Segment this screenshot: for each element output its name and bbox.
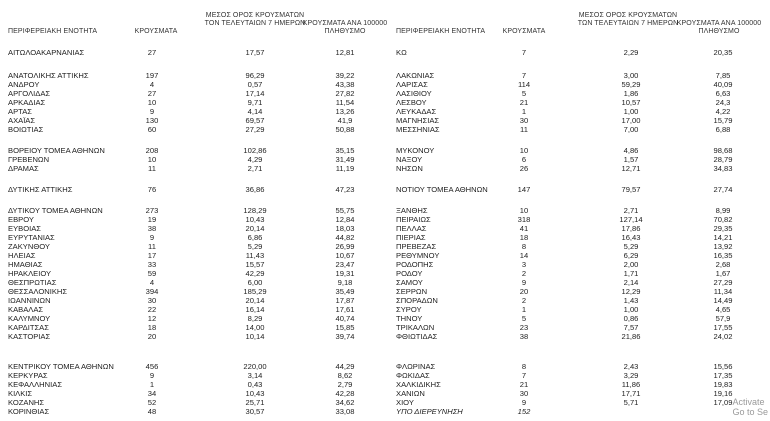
region-name: ΗΛΕΙΑΣ bbox=[8, 251, 36, 260]
per100k-value: 6,63 bbox=[715, 89, 731, 98]
region-name: ΦΘΙΩΤΙΔΑΣ bbox=[396, 332, 438, 341]
header-avg7-right: ΜΕΣΟΣ ΟΡΟΣ ΚΡΟΥΣΜΑΤΩΝ ΤΩΝ ΤΕΛΕΥΤΑΙΩΝ 7 ΗΜΕΡΩΝ bbox=[577, 12, 679, 27]
region-name: ΗΜΑΘΙΑΣ bbox=[8, 260, 43, 269]
cases-value: 197 bbox=[145, 71, 159, 80]
avg7-value: 1,57 bbox=[623, 155, 639, 164]
region-name: ΕΥΒΟΙΑΣ bbox=[8, 224, 41, 233]
region-name: ΔΥΤΙΚΟΥ ΤΟΜΕΑ ΑΘΗΝΩΝ bbox=[8, 206, 103, 215]
avg7-value: 3,14 bbox=[247, 371, 263, 380]
avg7-value: 6,00 bbox=[247, 278, 263, 287]
cases-value: 38 bbox=[519, 332, 529, 341]
per100k-value: 40,74 bbox=[335, 314, 355, 323]
cases-value: 7 bbox=[521, 371, 527, 380]
per100k-value: 13,92 bbox=[713, 242, 733, 251]
avg7-value: 14,00 bbox=[245, 323, 265, 332]
avg7-value: 2,29 bbox=[623, 48, 639, 57]
cases-value: 11 bbox=[148, 242, 156, 251]
cases-value: 4 bbox=[149, 80, 155, 89]
region-name: ΑΡΓΟΛΙΔΑΣ bbox=[8, 89, 51, 98]
region-name: ΜΑΓΝΗΣΙΑΣ bbox=[396, 116, 440, 125]
cases-value: 10 bbox=[519, 206, 529, 215]
avg7-value: 3,29 bbox=[623, 371, 639, 380]
cases-value: 38 bbox=[147, 224, 157, 233]
per100k-value: 11,34 bbox=[713, 287, 733, 296]
region-name: ΣΥΡΟΥ bbox=[396, 305, 422, 314]
per100k-value: 10,67 bbox=[335, 251, 355, 260]
region-name: ΡΟΔΟΠΗΣ bbox=[396, 260, 434, 269]
cases-value: 22 bbox=[147, 305, 157, 314]
per100k-value: 13,26 bbox=[335, 107, 355, 116]
avg7-value: 42,29 bbox=[245, 269, 265, 278]
region-name: ΣΠΟΡΑΔΩΝ bbox=[396, 296, 438, 305]
region-name: ΗΡΑΚΛΕΙΟΥ bbox=[8, 269, 52, 278]
avg7-value: 2,14 bbox=[623, 278, 639, 287]
header-per100k-right: ΚΡΟΥΣΜΑΤΑ ΑΝΑ 100000 ΠΛΗΘΥΣΜΟ bbox=[676, 20, 762, 35]
region-name: ΜΥΚΟΝΟΥ bbox=[396, 146, 435, 155]
cases-value: 9 bbox=[149, 371, 155, 380]
cases-value: 1 bbox=[521, 305, 527, 314]
region-name: ΚΑΒΑΛΑΣ bbox=[8, 305, 44, 314]
per100k-value: 17,55 bbox=[713, 323, 733, 332]
avg7-value: 4,14 bbox=[247, 107, 263, 116]
cases-value: 4 bbox=[149, 278, 155, 287]
avg7-value: 1,43 bbox=[623, 296, 639, 305]
cases-value: 318 bbox=[517, 215, 531, 224]
cases-value: 208 bbox=[145, 146, 159, 155]
per100k-value: 8,99 bbox=[715, 206, 731, 215]
avg7-value: 79,57 bbox=[621, 185, 641, 194]
region-name: ΠΡΕΒΕΖΑΣ bbox=[396, 242, 437, 251]
per100k-value: 12,81 bbox=[335, 48, 355, 57]
region-name: ΚΕΡΚΥΡΑΣ bbox=[8, 371, 48, 380]
per100k-value: 19,83 bbox=[713, 380, 733, 389]
avg7-value: 12,71 bbox=[621, 164, 641, 173]
cases-value: 11 bbox=[520, 125, 528, 134]
region-name: ΝΟΤΙΟΥ ΤΟΜΕΑ ΑΘΗΝΩΝ bbox=[396, 185, 488, 194]
avg7-value: 25,71 bbox=[245, 398, 265, 407]
region-name: ΔΡΑΜΑΣ bbox=[8, 164, 39, 173]
region-name: ΚΟΡΙΝΘΙΑΣ bbox=[8, 407, 50, 416]
region-name: ΣΕΡΡΩΝ bbox=[396, 287, 428, 296]
cases-value: 20 bbox=[519, 287, 529, 296]
per100k-value: 6,88 bbox=[715, 125, 731, 134]
per100k-value: 16,35 bbox=[713, 251, 733, 260]
cases-value: 12 bbox=[147, 314, 157, 323]
cases-value: 9 bbox=[521, 398, 527, 407]
region-name: ΑΡΚΑΔΙΑΣ bbox=[8, 98, 46, 107]
cases-value: 27 bbox=[147, 89, 157, 98]
region-name: ΚΑΛΥΜΝΟΥ bbox=[8, 314, 51, 323]
region-name: ΛΕΣΒΟΥ bbox=[396, 98, 427, 107]
region-name: ΚΩ bbox=[396, 48, 407, 57]
region-name: ΛΑΣΙΘΙΟΥ bbox=[396, 89, 432, 98]
region-name: ΘΕΣΠΡΩΤΙΑΣ bbox=[8, 278, 57, 287]
avg7-value: 10,43 bbox=[245, 215, 265, 224]
avg7-value: 96,29 bbox=[245, 71, 265, 80]
region-name: ΑΙΤΩΛΟΑΚΑΡΝΑΝΙΑΣ bbox=[8, 48, 85, 57]
cases-value: 21 bbox=[519, 380, 529, 389]
region-name: ΦΩΚΙΔΑΣ bbox=[396, 371, 430, 380]
cases-value: 6 bbox=[521, 155, 527, 164]
region-name: ΛΑΚΩΝΙΑΣ bbox=[396, 71, 435, 80]
cases-value: 14 bbox=[519, 251, 529, 260]
region-name: ΛΑΡΙΣΑΣ bbox=[396, 80, 428, 89]
header-cases-right: ΚΡΟΥΣΜΑΤΑ bbox=[502, 28, 546, 35]
activation-watermark bbox=[732, 397, 768, 417]
per100k-value: 28,79 bbox=[713, 155, 733, 164]
avg7-value: 20,14 bbox=[245, 296, 265, 305]
cases-value: 34 bbox=[147, 389, 157, 398]
region-name: ΑΝΔΡΟΥ bbox=[8, 80, 40, 89]
per100k-value: 35,49 bbox=[335, 287, 355, 296]
avg7-value: 69,57 bbox=[245, 116, 265, 125]
cases-value: 76 bbox=[147, 185, 157, 194]
cases-value: 7 bbox=[521, 48, 527, 57]
per100k-value: 41,9 bbox=[337, 116, 353, 125]
region-name: ΓΡΕΒΕΝΩΝ bbox=[8, 155, 50, 164]
avg7-value: 17,86 bbox=[621, 224, 641, 233]
cases-value: 1 bbox=[521, 107, 527, 116]
avg7-value: 10,57 bbox=[621, 98, 641, 107]
avg7-value: 2,43 bbox=[623, 362, 639, 371]
per100k-value: 11,19 bbox=[335, 164, 355, 173]
per100k-value: 12,84 bbox=[335, 215, 355, 224]
per100k-value: 42,28 bbox=[335, 389, 355, 398]
cases-value: 23 bbox=[519, 323, 529, 332]
avg7-value: 3,00 bbox=[623, 71, 639, 80]
cases-value: 3 bbox=[521, 260, 527, 269]
per100k-value: 70,82 bbox=[713, 215, 733, 224]
avg7-value: 36,86 bbox=[245, 185, 265, 194]
cases-value: 152 bbox=[517, 407, 531, 416]
region-name: ΤΡΙΚΑΛΩΝ bbox=[396, 323, 435, 332]
avg7-value: 6,29 bbox=[623, 251, 639, 260]
region-name: ΚΑΡΔΙΤΣΑΣ bbox=[8, 323, 49, 332]
cases-value: 17 bbox=[147, 251, 157, 260]
avg7-value: 59,29 bbox=[621, 80, 641, 89]
cases-value: 27 bbox=[147, 48, 157, 57]
cases-value: 2 bbox=[521, 296, 527, 305]
region-name: ΚΟΖΑΝΗΣ bbox=[8, 398, 45, 407]
cases-value: 456 bbox=[145, 362, 159, 371]
per100k-value: 34,83 bbox=[713, 164, 733, 173]
cases-value: 21 bbox=[519, 98, 529, 107]
cases-value: 273 bbox=[145, 206, 159, 215]
region-name: ΡΕΘΥΜΝΟΥ bbox=[396, 251, 440, 260]
avg7-value: 0,86 bbox=[623, 314, 639, 323]
cases-value: 8 bbox=[521, 362, 527, 371]
cases-value: 52 bbox=[147, 398, 157, 407]
avg7-value: 2,71 bbox=[623, 206, 639, 215]
per100k-value: 50,88 bbox=[335, 125, 355, 134]
per100k-value: 14,49 bbox=[713, 296, 733, 305]
per100k-value: 20,35 bbox=[713, 48, 733, 57]
per100k-value: 44,82 bbox=[335, 233, 355, 242]
per100k-value: 11,54 bbox=[335, 98, 355, 107]
avg7-value: 220,00 bbox=[243, 362, 267, 371]
avg7-value: 185,29 bbox=[243, 287, 267, 296]
avg7-value: 11,86 bbox=[621, 380, 641, 389]
per100k-value: 4,65 bbox=[715, 305, 731, 314]
per100k-value: 31,49 bbox=[335, 155, 355, 164]
region-name: ΝΗΣΩΝ bbox=[396, 164, 423, 173]
cases-value: 20 bbox=[147, 332, 157, 341]
per100k-value: 35,15 bbox=[335, 146, 355, 155]
region-name: ΒΟΡΕΙΟΥ ΤΟΜΕΑ ΑΘΗΝΩΝ bbox=[8, 146, 105, 155]
avg7-value: 0,43 bbox=[247, 380, 263, 389]
region-name: ΚΕΝΤΡΙΚΟΥ ΤΟΜΕΑ ΑΘΗΝΩΝ bbox=[8, 362, 114, 371]
avg7-value: 17,71 bbox=[621, 389, 641, 398]
cases-value: 59 bbox=[147, 269, 157, 278]
avg7-value: 1,00 bbox=[623, 305, 639, 314]
region-name: ΙΩΑΝΝΙΝΩΝ bbox=[8, 296, 51, 305]
cases-value: 60 bbox=[147, 125, 157, 134]
region-name: ΔΥΤΙΚΗΣ ΑΤΤΙΚΗΣ bbox=[8, 185, 73, 194]
cases-value: 18 bbox=[147, 323, 157, 332]
avg7-value: 15,57 bbox=[245, 260, 265, 269]
cases-value: 10 bbox=[147, 98, 157, 107]
cases-value: 9 bbox=[149, 107, 155, 116]
cases-value: 5 bbox=[521, 89, 527, 98]
cases-value: 30 bbox=[519, 389, 529, 398]
per100k-value: 15,85 bbox=[335, 323, 355, 332]
avg7-value: 102,86 bbox=[243, 146, 267, 155]
region-name: ΛΕΥΚΑΔΑΣ bbox=[396, 107, 437, 116]
cases-value: 2 bbox=[521, 269, 527, 278]
per100k-value: 2,79 bbox=[337, 380, 353, 389]
cases-value: 8 bbox=[521, 242, 527, 251]
per100k-value: 14,21 bbox=[713, 233, 733, 242]
avg7-value: 2,71 bbox=[247, 164, 263, 173]
cases-value: 9 bbox=[521, 278, 527, 287]
per100k-value: 26,99 bbox=[335, 242, 355, 251]
region-name: ΣΑΜΟΥ bbox=[396, 278, 423, 287]
per100k-value: 27,29 bbox=[713, 278, 733, 287]
header-per100k-left: ΚΡΟΥΣΜΑΤΑ ΑΝΑ 100000 ΠΛΗΘΥΣΜΟ bbox=[302, 20, 388, 35]
avg7-value: 1,86 bbox=[623, 89, 639, 98]
per100k-value: 27,82 bbox=[335, 89, 355, 98]
per100k-value: 98,68 bbox=[713, 146, 733, 155]
cases-value: 130 bbox=[145, 116, 159, 125]
cases-value: 11 bbox=[148, 164, 156, 173]
cases-value: 30 bbox=[519, 116, 529, 125]
per100k-value: 24,3 bbox=[715, 98, 731, 107]
avg7-value: 1,71 bbox=[623, 269, 639, 278]
header-cases-left: ΚΡΟΥΣΜΑΤΑ bbox=[134, 28, 178, 35]
avg7-value: 127,14 bbox=[619, 215, 643, 224]
region-name: ΑΝΑΤΟΛΙΚΗΣ ΑΤΤΙΚΗΣ bbox=[8, 71, 89, 80]
header-region-left: ΠΕΡΙΦΕΡΕΙΑΚΗ ΕΝΟΤΗΤΑ bbox=[8, 28, 98, 35]
avg7-value: 1,00 bbox=[623, 107, 639, 116]
per100k-value: 55,75 bbox=[335, 206, 355, 215]
avg7-value: 17,00 bbox=[621, 116, 641, 125]
per100k-value: 17,35 bbox=[713, 371, 733, 380]
per100k-value: 39,74 bbox=[335, 332, 355, 341]
avg7-value: 20,14 bbox=[245, 224, 265, 233]
cases-value: 147 bbox=[517, 185, 531, 194]
watermark-text: Activate Go to Se bbox=[732, 397, 768, 417]
per100k-value: 40,09 bbox=[713, 80, 733, 89]
per100k-value: 18,03 bbox=[335, 224, 355, 233]
avg7-value: 5,29 bbox=[247, 242, 263, 251]
avg7-value: 6,86 bbox=[247, 233, 263, 242]
cases-value: 19 bbox=[147, 215, 157, 224]
region-name: ΚΕΦΑΛΛΗΝΙΑΣ bbox=[8, 380, 63, 389]
per100k-value: 23,47 bbox=[335, 260, 355, 269]
per100k-value: 15,56 bbox=[713, 362, 733, 371]
region-name: ΞΑΝΘΗΣ bbox=[396, 206, 428, 215]
cases-value: 394 bbox=[145, 287, 159, 296]
region-name: ΠΙΕΡΙΑΣ bbox=[396, 233, 426, 242]
avg7-value: 0,57 bbox=[247, 80, 263, 89]
per100k-value: 33,08 bbox=[335, 407, 355, 416]
avg7-value: 4,29 bbox=[247, 155, 263, 164]
header-avg7-left: ΜΕΣΟΣ ΟΡΟΣ ΚΡΟΥΣΜΑΤΩΝ ΤΟΝ ΤΕΛΕΥΤΑΙΩΝ 7 ΗΜΕΡΩΝ bbox=[204, 12, 306, 27]
avg7-value: 12,29 bbox=[621, 287, 641, 296]
avg7-value: 17,57 bbox=[245, 48, 265, 57]
per100k-value: 7,85 bbox=[715, 71, 731, 80]
avg7-value: 30,57 bbox=[245, 407, 265, 416]
per100k-value: 44,29 bbox=[335, 362, 355, 371]
per100k-value: 47,23 bbox=[335, 185, 355, 194]
region-name: ΥΠΟ ΔΙΕΡΕΥΝΗΣΗ bbox=[396, 407, 463, 416]
region-name: ΤΗΝΟΥ bbox=[396, 314, 423, 323]
cases-value: 18 bbox=[519, 233, 529, 242]
avg7-value: 128,29 bbox=[243, 206, 267, 215]
cases-value: 48 bbox=[147, 407, 157, 416]
per100k-value: 17,87 bbox=[335, 296, 355, 305]
region-name: ΒΟΙΩΤΙΑΣ bbox=[8, 125, 44, 134]
region-name: ΠΕΙΡΑΙΩΣ bbox=[396, 215, 431, 224]
cases-value: 33 bbox=[147, 260, 157, 269]
per100k-value: 39,22 bbox=[335, 71, 355, 80]
avg7-value: 9,71 bbox=[247, 98, 263, 107]
avg7-value: 2,00 bbox=[623, 260, 639, 269]
avg7-value: 16,14 bbox=[245, 305, 265, 314]
cases-value: 9 bbox=[149, 233, 155, 242]
region-name: ΧΑΛΚΙΔΙΚΗΣ bbox=[396, 380, 441, 389]
avg7-value: 21,86 bbox=[621, 332, 641, 341]
per100k-value: 19,31 bbox=[335, 269, 355, 278]
region-name: ΠΕΛΛΑΣ bbox=[396, 224, 427, 233]
region-name: ΕΒΡΟΥ bbox=[8, 215, 34, 224]
per100k-value: 19,16 bbox=[713, 389, 733, 398]
cases-value: 10 bbox=[519, 146, 529, 155]
region-name: ΖΑΚΥΝΘΟΥ bbox=[8, 242, 50, 251]
avg7-value: 4,86 bbox=[623, 146, 639, 155]
per100k-value: 1,67 bbox=[715, 269, 731, 278]
avg7-value: 7,00 bbox=[623, 125, 639, 134]
region-name: ΧΑΝΙΩΝ bbox=[396, 389, 425, 398]
avg7-value: 5,29 bbox=[623, 242, 639, 251]
region-name: ΑΧΑΪΑΣ bbox=[8, 116, 36, 125]
per100k-value: 15,79 bbox=[713, 116, 733, 125]
region-name: ΧΙΟΥ bbox=[396, 398, 414, 407]
per100k-value: 57,9 bbox=[715, 314, 731, 323]
avg7-value: 11,43 bbox=[245, 251, 265, 260]
avg7-value: 16,43 bbox=[621, 233, 641, 242]
per100k-value: 24,02 bbox=[713, 332, 733, 341]
per100k-value: 17,09 bbox=[713, 398, 733, 407]
per100k-value: 4,22 bbox=[715, 107, 731, 116]
per100k-value: 43,38 bbox=[335, 80, 355, 89]
region-name: ΡΟΔΟΥ bbox=[396, 269, 423, 278]
avg7-value: 10,43 bbox=[245, 389, 265, 398]
avg7-value: 17,14 bbox=[245, 89, 265, 98]
per100k-value: 29,35 bbox=[713, 224, 733, 233]
region-name: ΝΑΞΟΥ bbox=[396, 155, 423, 164]
avg7-value: 10,14 bbox=[245, 332, 265, 341]
avg7-value: 27,29 bbox=[245, 125, 265, 134]
cases-value: 1 bbox=[149, 380, 155, 389]
per100k-value: 9,18 bbox=[337, 278, 353, 287]
cases-value: 5 bbox=[521, 314, 527, 323]
cases-value: 114 bbox=[517, 80, 531, 89]
cases-value: 30 bbox=[147, 296, 157, 305]
cases-value: 7 bbox=[521, 71, 527, 80]
cases-value: 10 bbox=[147, 155, 157, 164]
per100k-value: 8,62 bbox=[337, 371, 353, 380]
region-name: ΚΙΛΚΙΣ bbox=[8, 389, 33, 398]
avg7-value: 5,71 bbox=[623, 398, 639, 407]
header-region-right: ΠΕΡΙΦΕΡΕΙΑΚΗ ΕΝΟΤΗΤΑ bbox=[396, 28, 486, 35]
per100k-value: 34,62 bbox=[335, 398, 355, 407]
region-name: ΘΕΣΣΑΛΟΝΙΚΗΣ bbox=[8, 287, 68, 296]
region-name: ΕΥΡΥΤΑΝΙΑΣ bbox=[8, 233, 55, 242]
per100k-value: 2,68 bbox=[715, 260, 731, 269]
region-name: ΑΡΤΑΣ bbox=[8, 107, 32, 116]
avg7-value: 7,57 bbox=[623, 323, 639, 332]
region-name: ΦΛΩΡΙΝΑΣ bbox=[396, 362, 436, 371]
per100k-value: 27,74 bbox=[713, 185, 733, 194]
per100k-value: 17,61 bbox=[335, 305, 355, 314]
region-name: ΚΑΣΤΟΡΙΑΣ bbox=[8, 332, 51, 341]
avg7-value: 8,29 bbox=[247, 314, 263, 323]
cases-value: 41 bbox=[519, 224, 529, 233]
region-name: ΜΕΣΣΗΝΙΑΣ bbox=[396, 125, 440, 134]
cases-value: 26 bbox=[519, 164, 529, 173]
